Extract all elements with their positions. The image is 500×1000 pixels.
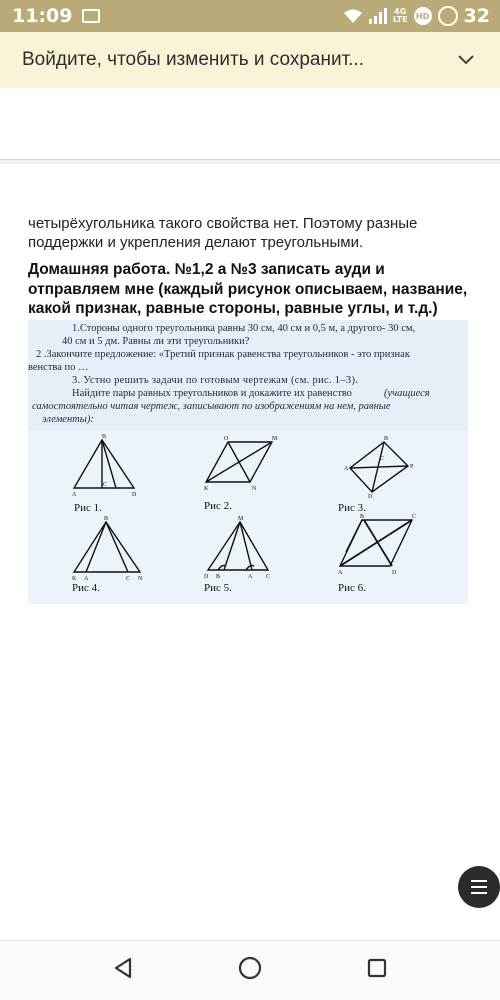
vertex-label: D	[392, 570, 397, 576]
scan-line: Найдите пары равных треугольников и докажите их равенство	[72, 388, 352, 399]
scan-line: 1.Стороны одного треугольника равны 30 см, 40 см и 0,5 м, а другого- 30 см,	[72, 323, 416, 334]
vertex-label: A	[72, 492, 77, 498]
vertex-label: B	[360, 514, 365, 520]
navigation-bar	[0, 940, 500, 1000]
vertex-label: C	[412, 514, 417, 520]
vertex-label: C	[103, 482, 108, 488]
vertex-label: M	[272, 436, 278, 442]
scan-line: 3. Устно решить задачи по готовым чертежам (см. рис. 1–3).	[72, 375, 359, 386]
figure-1	[68, 434, 148, 498]
menu-icon[interactable]	[458, 866, 500, 908]
figure-caption: Рис 6.	[338, 582, 366, 594]
figure-caption: Рис 4.	[72, 582, 100, 594]
network-type: 4G LTE	[392, 7, 408, 24]
figure-caption: Рис 2.	[204, 500, 232, 512]
status-time: 11:09	[12, 5, 73, 27]
vertex-label: A	[338, 570, 343, 576]
figure-3	[336, 434, 416, 498]
vertex-label: A	[84, 576, 89, 580]
status-icons	[343, 5, 490, 27]
signal-icon	[369, 8, 387, 24]
figure-2	[200, 434, 290, 498]
wifi-icon	[343, 8, 363, 24]
figure-caption: Рис 1.	[74, 502, 102, 514]
back-icon[interactable]	[112, 956, 134, 985]
sign-in-banner[interactable]	[0, 32, 500, 88]
recents-icon[interactable]	[366, 957, 388, 984]
document-paragraph: четырёхугольника такого свойства нет. Поэтому разные поддержки и укрепления делают треугольными.	[28, 215, 418, 251]
scan-line: элементы):	[42, 414, 94, 425]
vertex-label: K	[72, 576, 77, 580]
vertex-label: N	[252, 486, 257, 492]
vertex-label: B	[216, 574, 221, 580]
scan-line: 40 см и 5 дм. Равны ли эти треугольники?	[62, 336, 250, 347]
document-page	[0, 164, 500, 844]
battery-level: 32	[463, 5, 490, 27]
toolbar-area	[0, 88, 500, 160]
homework-text: Домашняя работа. №1,2 а №3 записать ауди и отправляем мне (каждый рисунок описываем, название, какой признак, равные стороны, равные углы, и т.д.)	[28, 261, 468, 317]
figure-5	[200, 516, 280, 580]
figure-caption: Рис 5.	[204, 582, 232, 594]
vertex-label: D	[204, 574, 209, 580]
chevron-down-icon[interactable]	[454, 48, 478, 72]
scan-line: 2 .Закончите предложение: «Третий признак равенства треугольников - это признак	[36, 349, 410, 360]
vertex-label: O	[224, 436, 229, 442]
figure-caption: Рис 3.	[338, 502, 366, 514]
vertex-label: K	[204, 486, 209, 492]
scan-line: (учащиеся	[384, 388, 430, 399]
hd-badge: HD	[414, 7, 432, 25]
vertex-label: B	[102, 434, 107, 440]
vertex-label: B	[104, 516, 109, 522]
vertex-label: P	[410, 464, 414, 470]
status-bar	[0, 0, 500, 32]
vertex-label: C	[266, 574, 271, 580]
image-icon	[82, 9, 100, 23]
vertex-label: C	[380, 456, 385, 462]
scanned-image	[28, 320, 468, 604]
vertex-label: N	[138, 576, 143, 580]
scan-line: венства по …	[28, 362, 89, 373]
scan-line: самостоятельно читая чертеж, записывают по изображениям на нем, равные	[32, 401, 391, 412]
figure-6	[332, 512, 432, 580]
banner-title: Войдите, чтобы изменить и сохранит...	[22, 49, 365, 70]
home-icon[interactable]	[237, 955, 263, 986]
vertex-label: D	[132, 492, 137, 498]
vertex-label: C	[126, 576, 131, 580]
figure-4	[68, 516, 148, 580]
vertex-label: M	[238, 516, 244, 522]
scan-text	[28, 320, 468, 430]
battery-icon	[438, 6, 458, 26]
vertex-label: D	[368, 494, 373, 498]
vertex-label: B	[384, 436, 389, 442]
vertex-label: A	[344, 466, 349, 472]
vertex-label: A	[248, 574, 253, 580]
